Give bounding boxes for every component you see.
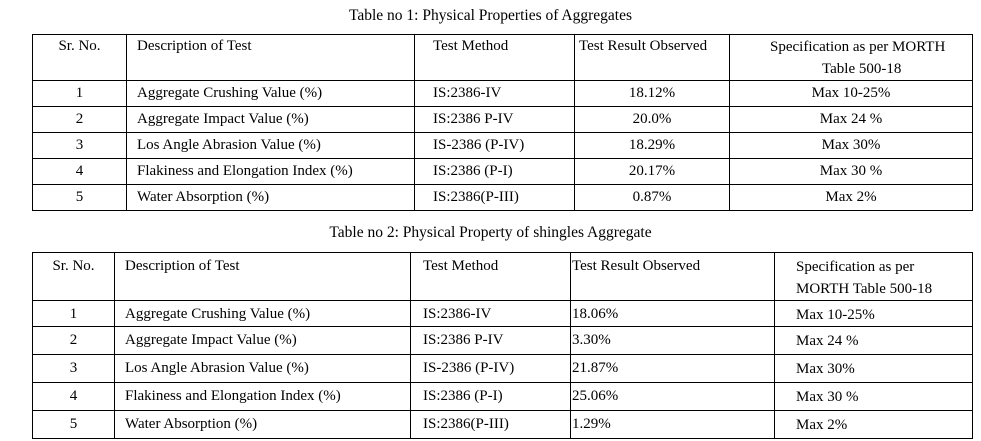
- header-test-result: Test Result Observed: [571, 253, 775, 301]
- table-row: [33, 159, 973, 185]
- table-header-row: [33, 35, 973, 81]
- header-test-method: Test Method: [415, 35, 575, 81]
- spec-cell: Max 24 %: [775, 327, 973, 355]
- sr-no-cell: 3: [33, 355, 115, 383]
- sr-no-cell: 5: [33, 411, 115, 439]
- table-row: [33, 81, 973, 107]
- result-cell: 21.87%: [571, 355, 775, 383]
- spec-cell: Max 30%: [730, 133, 973, 159]
- spec-cell: Max 30%: [775, 355, 973, 383]
- table1-caption: Table no 1: Physical Properties of Aggregates: [348, 7, 633, 24]
- table-row: [33, 107, 973, 133]
- table-row: [33, 355, 973, 383]
- result-cell: 18.29%: [575, 133, 730, 159]
- spec-cell: Max 10-25%: [730, 81, 973, 107]
- result-cell: 1.29%: [571, 411, 775, 439]
- spec-cell: Max 10-25%: [775, 301, 973, 327]
- table-row: [33, 411, 973, 439]
- result-cell: 3.30%: [571, 327, 775, 355]
- header-test-result: Test Result Observed: [575, 35, 730, 81]
- description-cell: Aggregate Impact Value (%): [115, 327, 411, 355]
- header-spec-line2: MORTH Table 500-18: [796, 281, 933, 297]
- table-row: [33, 301, 973, 327]
- method-cell: IS:2386(P-III): [411, 411, 571, 439]
- header-description: Description of Test: [127, 35, 415, 81]
- method-cell: IS:2386(P-III): [415, 185, 575, 211]
- method-cell: IS-2386 (P-IV): [411, 355, 571, 383]
- table2-caption: Table no 2: Physical Property of shingles Aggregate: [329, 224, 652, 241]
- sr-no-cell: 1: [33, 81, 127, 107]
- header-description: Description of Test: [115, 253, 411, 301]
- spec-cell: Max 30 %: [730, 159, 973, 185]
- sr-no-cell: 2: [33, 107, 127, 133]
- sr-no-cell: 5: [33, 185, 127, 211]
- result-cell: 0.87%: [575, 185, 730, 211]
- method-cell: IS-2386 (P-IV): [415, 133, 575, 159]
- result-cell: 20.0%: [575, 107, 730, 133]
- method-cell: IS:2386 P-IV: [415, 107, 575, 133]
- header-specification: [730, 35, 973, 81]
- spec-cell: Max 2%: [775, 411, 973, 439]
- description-cell: Aggregate Impact Value (%): [127, 107, 415, 133]
- description-cell: Los Angle Abrasion Value (%): [115, 355, 411, 383]
- sr-no-cell: 1: [33, 301, 115, 327]
- spec-cell: Max 30 %: [775, 383, 973, 411]
- method-cell: IS:2386-IV: [411, 301, 571, 327]
- sr-no-cell: 2: [33, 327, 115, 355]
- description-cell: Aggregate Crushing Value (%): [127, 81, 415, 107]
- result-cell: 25.06%: [571, 383, 775, 411]
- shingles-aggregate-table: [32, 252, 973, 439]
- method-cell: IS:2386-IV: [415, 81, 575, 107]
- table-header-row: [33, 253, 973, 301]
- header-spec-line1: Specification as per MORTH: [770, 39, 946, 55]
- header-spec-line2: Table 500-18: [822, 61, 902, 77]
- table-row: [33, 383, 973, 411]
- description-cell: Flakiness and Elongation Index (%): [127, 159, 415, 185]
- result-cell: 20.17%: [575, 159, 730, 185]
- description-cell: Water Absorption (%): [127, 185, 415, 211]
- description-cell: Aggregate Crushing Value (%): [115, 301, 411, 327]
- sr-no-cell: 3: [33, 133, 127, 159]
- spec-cell: Max 24 %: [730, 107, 973, 133]
- method-cell: IS:2386 P-IV: [411, 327, 571, 355]
- spec-cell: Max 2%: [730, 185, 973, 211]
- table-row: [33, 327, 973, 355]
- table-row: [33, 133, 973, 159]
- header-specification: [775, 253, 973, 301]
- sr-no-cell: 4: [33, 159, 127, 185]
- header-sr-no: Sr. No.: [33, 253, 115, 301]
- header-sr-no: Sr. No.: [33, 35, 127, 81]
- result-cell: 18.12%: [575, 81, 730, 107]
- method-cell: IS:2386 (P-I): [411, 383, 571, 411]
- description-cell: Water Absorption (%): [115, 411, 411, 439]
- table-row: [33, 185, 973, 211]
- description-cell: Los Angle Abrasion Value (%): [127, 133, 415, 159]
- method-cell: IS:2386 (P-I): [415, 159, 575, 185]
- result-cell: 18.06%: [571, 301, 775, 327]
- header-spec-line1: Specification as per: [796, 259, 915, 275]
- description-cell: Flakiness and Elongation Index (%): [115, 383, 411, 411]
- header-test-method: Test Method: [411, 253, 571, 301]
- physical-properties-table: [32, 34, 973, 211]
- sr-no-cell: 4: [33, 383, 115, 411]
